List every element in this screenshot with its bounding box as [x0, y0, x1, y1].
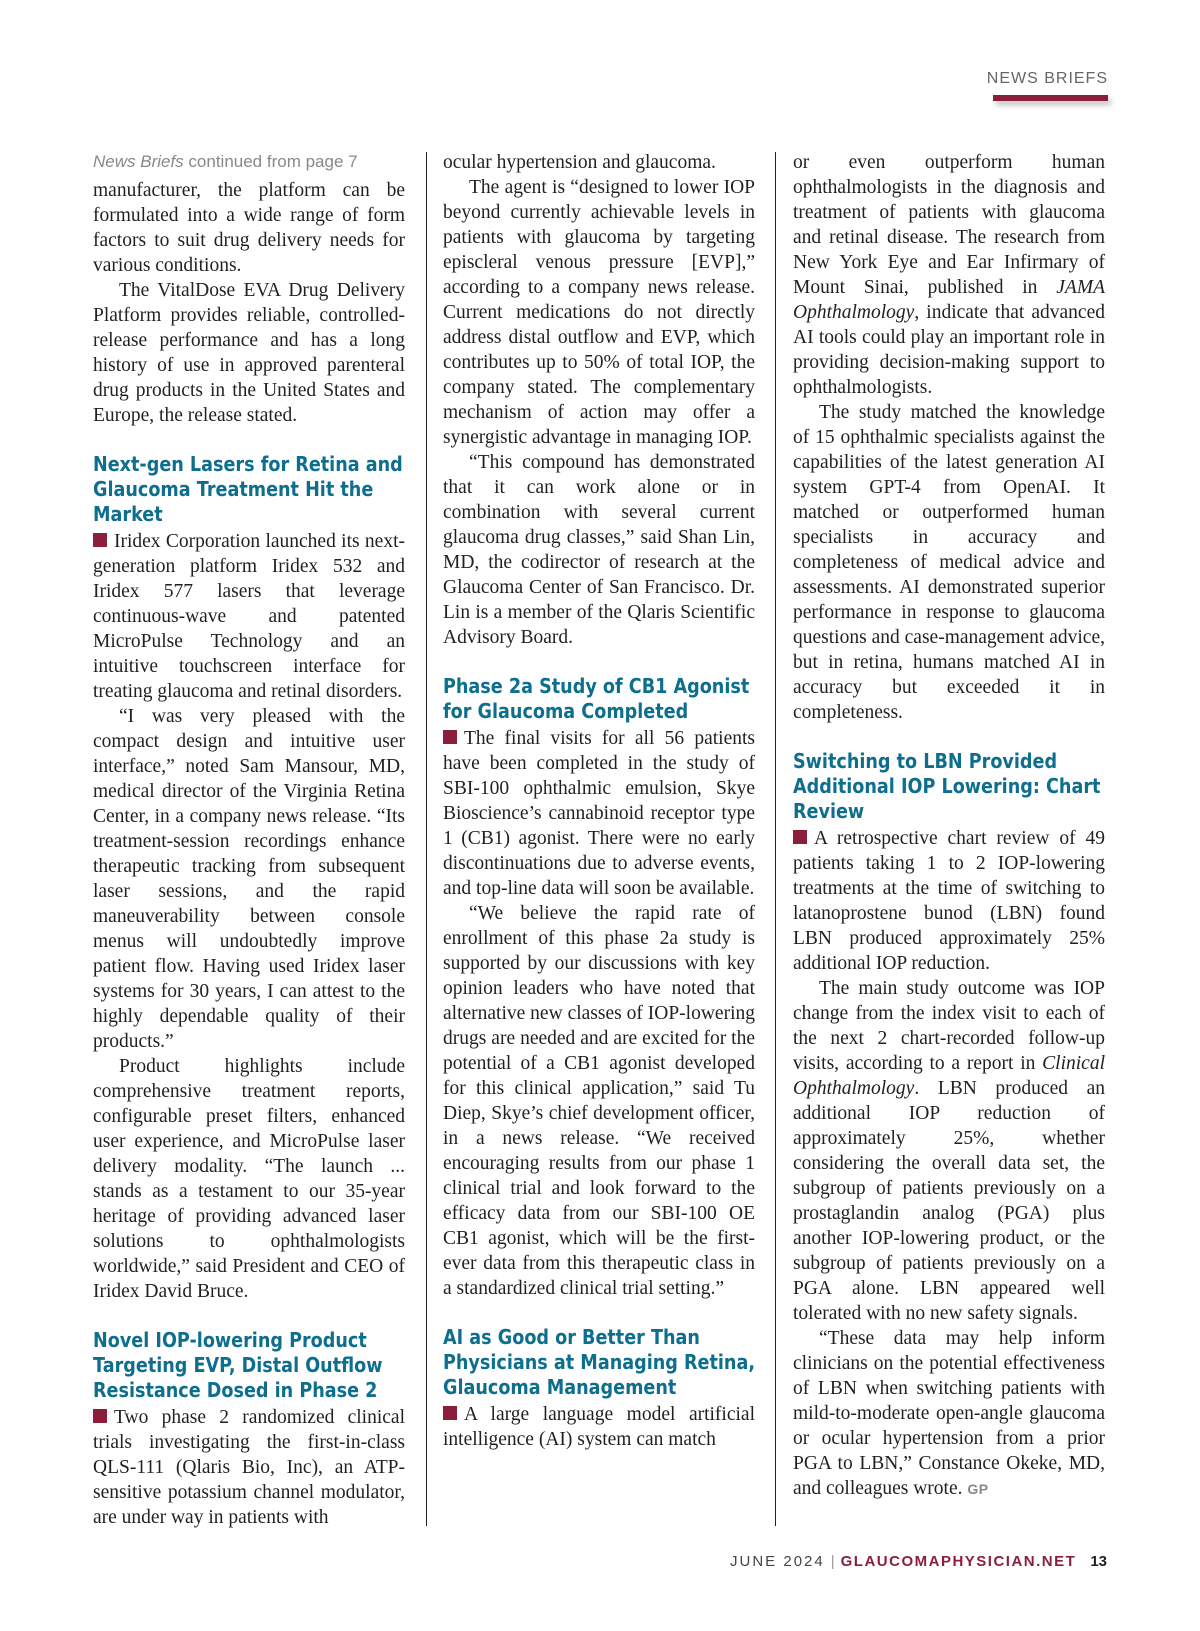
lead-text: A retrospective chart review of 49 patients taking 1 to 2 IOP-lowering treatments at the time of switching to latanoprostene bunod (LBN) found LBN produced approximately 25% additional IOP reduction.	[793, 828, 1105, 974]
body-paragraph: manufacturer, the platform can be formulated into a wide range of form factors to suit drug delivery needs for various conditions.	[93, 180, 405, 276]
article-lead	[93, 1405, 405, 1530]
footer-separator: |	[830, 1553, 835, 1570]
square-bullet-icon	[93, 1409, 107, 1423]
end-mark: GP	[967, 1481, 989, 1497]
body-paragraph: “We believe the rapid rate of enrollment of this phase 2a study is supported by our discussions with key opinion leaders who have noted that alternative new classes of IOP-lowering drugs are needed and are excited for the potential of a CB1 agonist developed for this clinical application,” said Tu Diep, Skye’s chief development officer, in a news release. “We received encouraging results from our phase 1 clinical trial and look forward to the efficacy data from our SBI-100 OE CB1 agonist, which will be the first-ever data from this therapeutic class in a standardized clinical trial setting.”	[443, 903, 755, 1299]
text-run: “These data may help inform clinicians on the potential effectiveness of LBN when switching patients with mild-to-moderate open-angle glaucoma or ocular hypertension from a prior PGA to LBN,” Constance Okeke, MD, and colleagues wrote.	[793, 1328, 1105, 1499]
continued-rest: continued from page 7	[183, 152, 358, 171]
page-footer	[730, 1553, 1107, 1570]
issue-date: JUNE 2024	[730, 1553, 825, 1570]
square-bullet-icon	[443, 730, 457, 744]
article-headline: AI as Good or Better Than Physicians at Managing Retina, Glaucoma Management	[443, 1325, 756, 1399]
journal-title: JAMA Ophthalmology	[793, 277, 1105, 323]
column-divider	[775, 152, 776, 1526]
page-number: 13	[1090, 1553, 1107, 1570]
text-run: or even outperform human ophthalmologists in the diagnosis and treatment of patients with glaucoma and retinal disease. The research from New York Eye and Ear Infirmary of Mount Sinai, published in	[793, 152, 1105, 298]
continued-from-note	[93, 151, 405, 173]
body-paragraph	[793, 1326, 1105, 1502]
lead-text: The final visits for all 56 patients have been completed in the study of SBI-100 ophthalmic emulsion, Skye Bioscience’s cannabinoid receptor type 1 (CB1) agonist. There were no early discontinuations due to adverse events, and top-line data will soon be available.	[443, 728, 755, 899]
body-paragraph: “I was very pleased with the compact design and intuitive user interface,” noted Sam Mansour, MD, medical director of the Virginia Retina Center, in a company news release. “Its treatment-session recordings enhance therapeutic tracking from subsequent laser sessions, and the rapid maneuverability between console menus will undoubtedly improve patient flow. Having used Iridex laser systems for 30 years, I can attest to the highly dependable quality of their products.”	[93, 706, 405, 1052]
text-run: , indicate that advanced AI tools could play an important role in providing decision-making support to ophthalmologists.	[793, 302, 1105, 398]
square-bullet-icon	[93, 533, 107, 547]
body-paragraph	[793, 150, 1105, 400]
article-lead	[443, 1402, 755, 1452]
lead-text: A large language model artificial intelligence (AI) system can match	[443, 1404, 755, 1450]
article-headline: Switching to LBN Provided Additional IOP Lowering: Chart Review	[793, 749, 1101, 823]
lead-text: Iridex Corporation launched its next-generation platform Iridex 532 and Iridex 577 lasers that leverage continuous-wave and patented MicroPulse Technology and an intuitive touchscreen interface for treating glaucoma and retinal disorders.	[93, 531, 405, 702]
body-paragraph: Product highlights include comprehensive treatment reports, configurable preset filters, enhanced user experience, and MicroPulse laser delivery modality. “The launch ... stands as a testament to our 35-year heritage of providing advanced laser solutions to ophthalmologists worldwide,” said President and CEO of Iridex David Bruce.	[93, 1056, 405, 1302]
lead-text: Two phase 2 randomized clinical trials investigating the first-in-class QLS-111 (Qlaris Bio, Inc), an ATP-sensitive potassium channel modulator, are under way in patients with	[93, 1407, 405, 1528]
article-headline: Novel IOP-lowering Product Targeting EVP, Distal Outflow Resistance Dosed in Phase 2	[93, 1328, 383, 1402]
article-column-1	[93, 150, 405, 1530]
body-paragraph	[793, 976, 1105, 1326]
square-bullet-icon	[443, 1406, 457, 1420]
article-lead	[793, 826, 1105, 976]
body-paragraph: The agent is “designed to lower IOP beyond currently achievable levels in patients with glaucoma by targeting episcleral venous pressure [EVP],” according to a company news release. Current medications do not directly address distal outflow and EVP, which contributes up to 50% of total IOP, the company stated. The complementary mechanism of action may offer a synergistic advantage in managing IOP.	[443, 177, 755, 448]
article-column-2	[443, 150, 755, 1452]
body-paragraph: The study matched the knowledge of 15 ophthalmic specialists against the capabilities of the latest generation AI system GPT-4 from OpenAI. It matched or outperformed human specialists in accuracy and completeness of medical advice and assessments. AI demonstrated superior performance in response to glaucoma questions and case-management advice, but in retina, humans matched AI in accuracy but exceeded it in completeness.	[793, 402, 1105, 723]
site-url: GLAUCOMAPHYSICIAN.NET	[840, 1553, 1077, 1570]
section-accent-bar	[993, 95, 1108, 101]
square-bullet-icon	[793, 830, 807, 844]
body-paragraph: The VitalDose EVA Drug Delivery Platform provides reliable, controlled-release performance and has a long history of use in approved parenteral drug products in the United States and Europe, the release stated.	[93, 280, 405, 426]
article-headline: Next-gen Lasers for Retina and Glaucoma Treatment Hit the Market	[93, 452, 403, 526]
text-run: . LBN produced an additional IOP reduction of approximately 25%, whether considering the overall data set, the subgroup of patients previously on a prostaglandin analog (PGA) plus another IOP-lowering product, or the subgroup of patients previously on a PGA alone. LBN appeared well tolerated with no new safety signals.	[793, 1078, 1105, 1324]
article-column-3	[793, 150, 1105, 1502]
section-label: NEWS BRIEFS	[986, 70, 1108, 87]
body-paragraph: ocular hypertension and glaucoma.	[443, 152, 716, 173]
journal-title: Clinical Ophthalmology	[793, 1053, 1105, 1099]
body-paragraph: “This compound has demonstrated that it can work alone or in combination with several current glaucoma drug classes,” said Shan Lin, MD, the codirector of research at the Glaucoma Center of San Francisco. Dr. Lin is a member of the Qlaris Scientific Advisory Board.	[443, 452, 755, 648]
article-lead	[443, 726, 755, 901]
text-run: The main study outcome was IOP change from the index visit to each of the next 2 chart-recorded follow-up visits, according to a report in	[793, 978, 1105, 1074]
continued-label: News Briefs	[93, 152, 184, 171]
column-divider	[426, 152, 427, 1526]
article-lead	[93, 529, 405, 704]
article-headline: Phase 2a Study of CB1 Agonist for Glaucoma Completed	[443, 674, 750, 723]
